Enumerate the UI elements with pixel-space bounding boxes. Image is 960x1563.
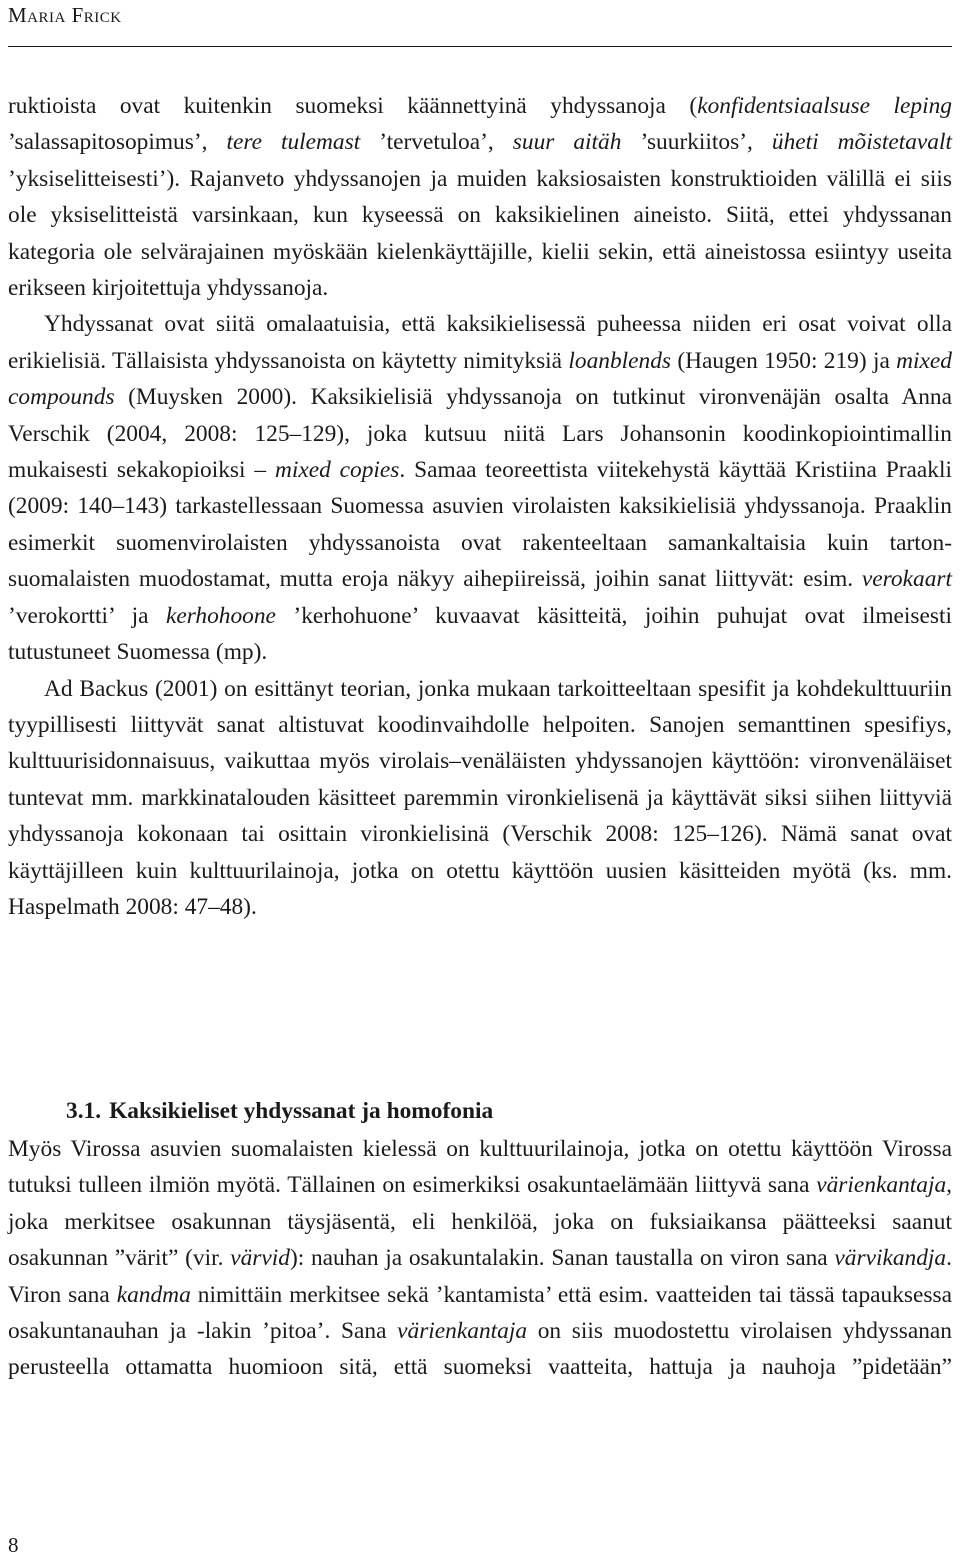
text-run: ruktioista ovat kuitenkin suomeksi käännettyinä yhdyssanoja ( [8,93,698,119]
section-heading [8,1093,493,1129]
italic-term: kandma [116,1281,191,1308]
italic-term: konfidentsiaalsuse leping [697,93,952,119]
italic-term: suur aitäh [512,129,622,156]
italic-term: mixed compounds [8,347,952,411]
italic-term: värienkantaja, [816,1172,952,1199]
text-run: Myös Virossa asuvien suomalaisten kielessä on kulttuurilainoja, jotka on otettu käyttöön Virossa tutuksi tulleen ilmiön myötä. Tällainen on esimerkiksi osakuntaelämään liittyvä sana [8,1136,952,1199]
italic-term: kerhohoone [165,602,276,629]
paragraph-2 [8,306,952,670]
italic-term: tere tulemast [226,129,361,156]
section-title: Kaksikieliset yhdyssanat ja homofonia [109,1098,494,1124]
text-run: (Haugen 1950: 219) ja [671,347,897,374]
text-run: ’suurkiitos’, [621,129,772,156]
text-run: (Muysken 2000). Kaksikielisiä yhdyssanoja on tutkinut vironvenäjän osalta Anna Verschik (2004, 2008: 125–129), joka kutsuu niitä Lars Johansonin koodinkopiointimallin mukaisesti sekakopioiksi – [8,384,952,484]
italic-term: värvikandja [834,1245,947,1272]
text-run: ’kerhohuone’ kuvaavat käsitteitä, joihin puhujat ovat ilmeisesti tutustuneet Suomessa (mp). [8,602,952,666]
text-run: Ad Backus (2001) on esittänyt teorian, jonka mukaan tarkoitteeltaan spesifit ja kohdekulttuuriin tyypillisesti liittyvät sanat altistuvat koodinvaihdolle helpoiten. Sanojen semanttinen spesifiys, kulttuurisidonnaisuus, vaikuttaa myös virolais–venäläisten yhdyssanojen käyttöön: vironvenäläiset tuntevat mm. markkinatalouden käsitteet paremmin vironkielisenä ja käyttävät siksi siihen liittyviä yhdyssanoja kokonaan tai osittain vironkielisinä (Verschik 2008: 125–126). Nämä sanat ovat käyttäjilleen kuin kulttuurilainoja, jotka on otettu käyttöön uusien käsitteiden myötä (ks. mm. Haspelmath 2008: 47–48). [8,675,952,920]
header-rule [8,46,952,47]
text-run: . Viron sana [8,1245,952,1308]
text-run: nimittäin merkitsee sekä ’kantamista’ että esim. vaatteiden tai tässä tapauksessa osakuntanauhan ja -lakin ’pitoa’. Sana [8,1281,952,1345]
text-run: on siis muodostettu virolaisen yhdyssanan perusteella ottamatta huomioon sitä, että suomeksi vaatteita, hattuja ja nauhoja ”pidetään” [8,1318,952,1381]
running-head: Maria Frick [8,3,122,27]
section-number: 3.1. [66,1098,102,1124]
text-run: ’verokortti’ ja [8,602,166,629]
text-run: . Samaa teoreettista viitekehystä käyttää Kristiina Praakli (2009: 140–143) tarkastellessaan Suomessa asuvien virolaisten kaksikielisiä yhdyssanoja. Praaklin esimerkit suomenvirolaisten yhdyssanoista ovat rakenteeltaan samankaltaisia kuin tartonsuomalaisten muodostamat, mutta eroja näkyy aihepiireissä, joihin sanat liittyvät: esim. [8,457,952,593]
section-text [8,1131,952,1386]
text-run: ’yksiselitteisesti’). Rajanveto yhdyssanojen ja muiden kaksiosaisten konstruktioiden välillä ei siis ole yksiselitteistä varsinkaan, kun kyseessä on kaksikielinen aineisto. Siitä, ettei yhdyssanan kategoria ole selvärajainen myöskään kielenkäyttäjille, kielii sekin, että aineistossa esiintyy useita erikseen kirjoitettuja yhdyssanoja. [8,165,952,302]
text-run: ’salassapitosopimus’, [8,129,227,156]
paragraph-3 [8,671,952,926]
text-run: ): nauhan ja osakuntalakin. Sanan taustalla on viron sana [289,1245,835,1272]
main-text [8,88,952,925]
italic-term: värienkantaja [397,1318,528,1345]
italic-term: värvid [230,1245,290,1272]
italic-term: mixed copies [274,457,400,484]
text-run: joka merkitsee osakunnan täysjäsentä, eli henkilöä, joka on fuksiaikansa päätteeksi saanut osakunnan ”värit” (vir. [8,1208,952,1272]
italic-term: üheti mõistetavalt [771,129,952,156]
text-run: ’tervetuloa’, [360,129,513,156]
paragraph-4 [8,1131,952,1386]
text-run: Yhdyssanat ovat siitä omalaatuisia, että kaksikielisessä puheessa niiden eri osat voivat olla erikielisiä. Tällaisista yhdyssanoista on käytetty nimityksiä [8,311,952,374]
italic-term: loanblends [568,347,672,374]
italic-term: verokaart [861,566,952,593]
paragraph-1 [8,88,952,306]
page-number: 8 [8,1533,19,1557]
